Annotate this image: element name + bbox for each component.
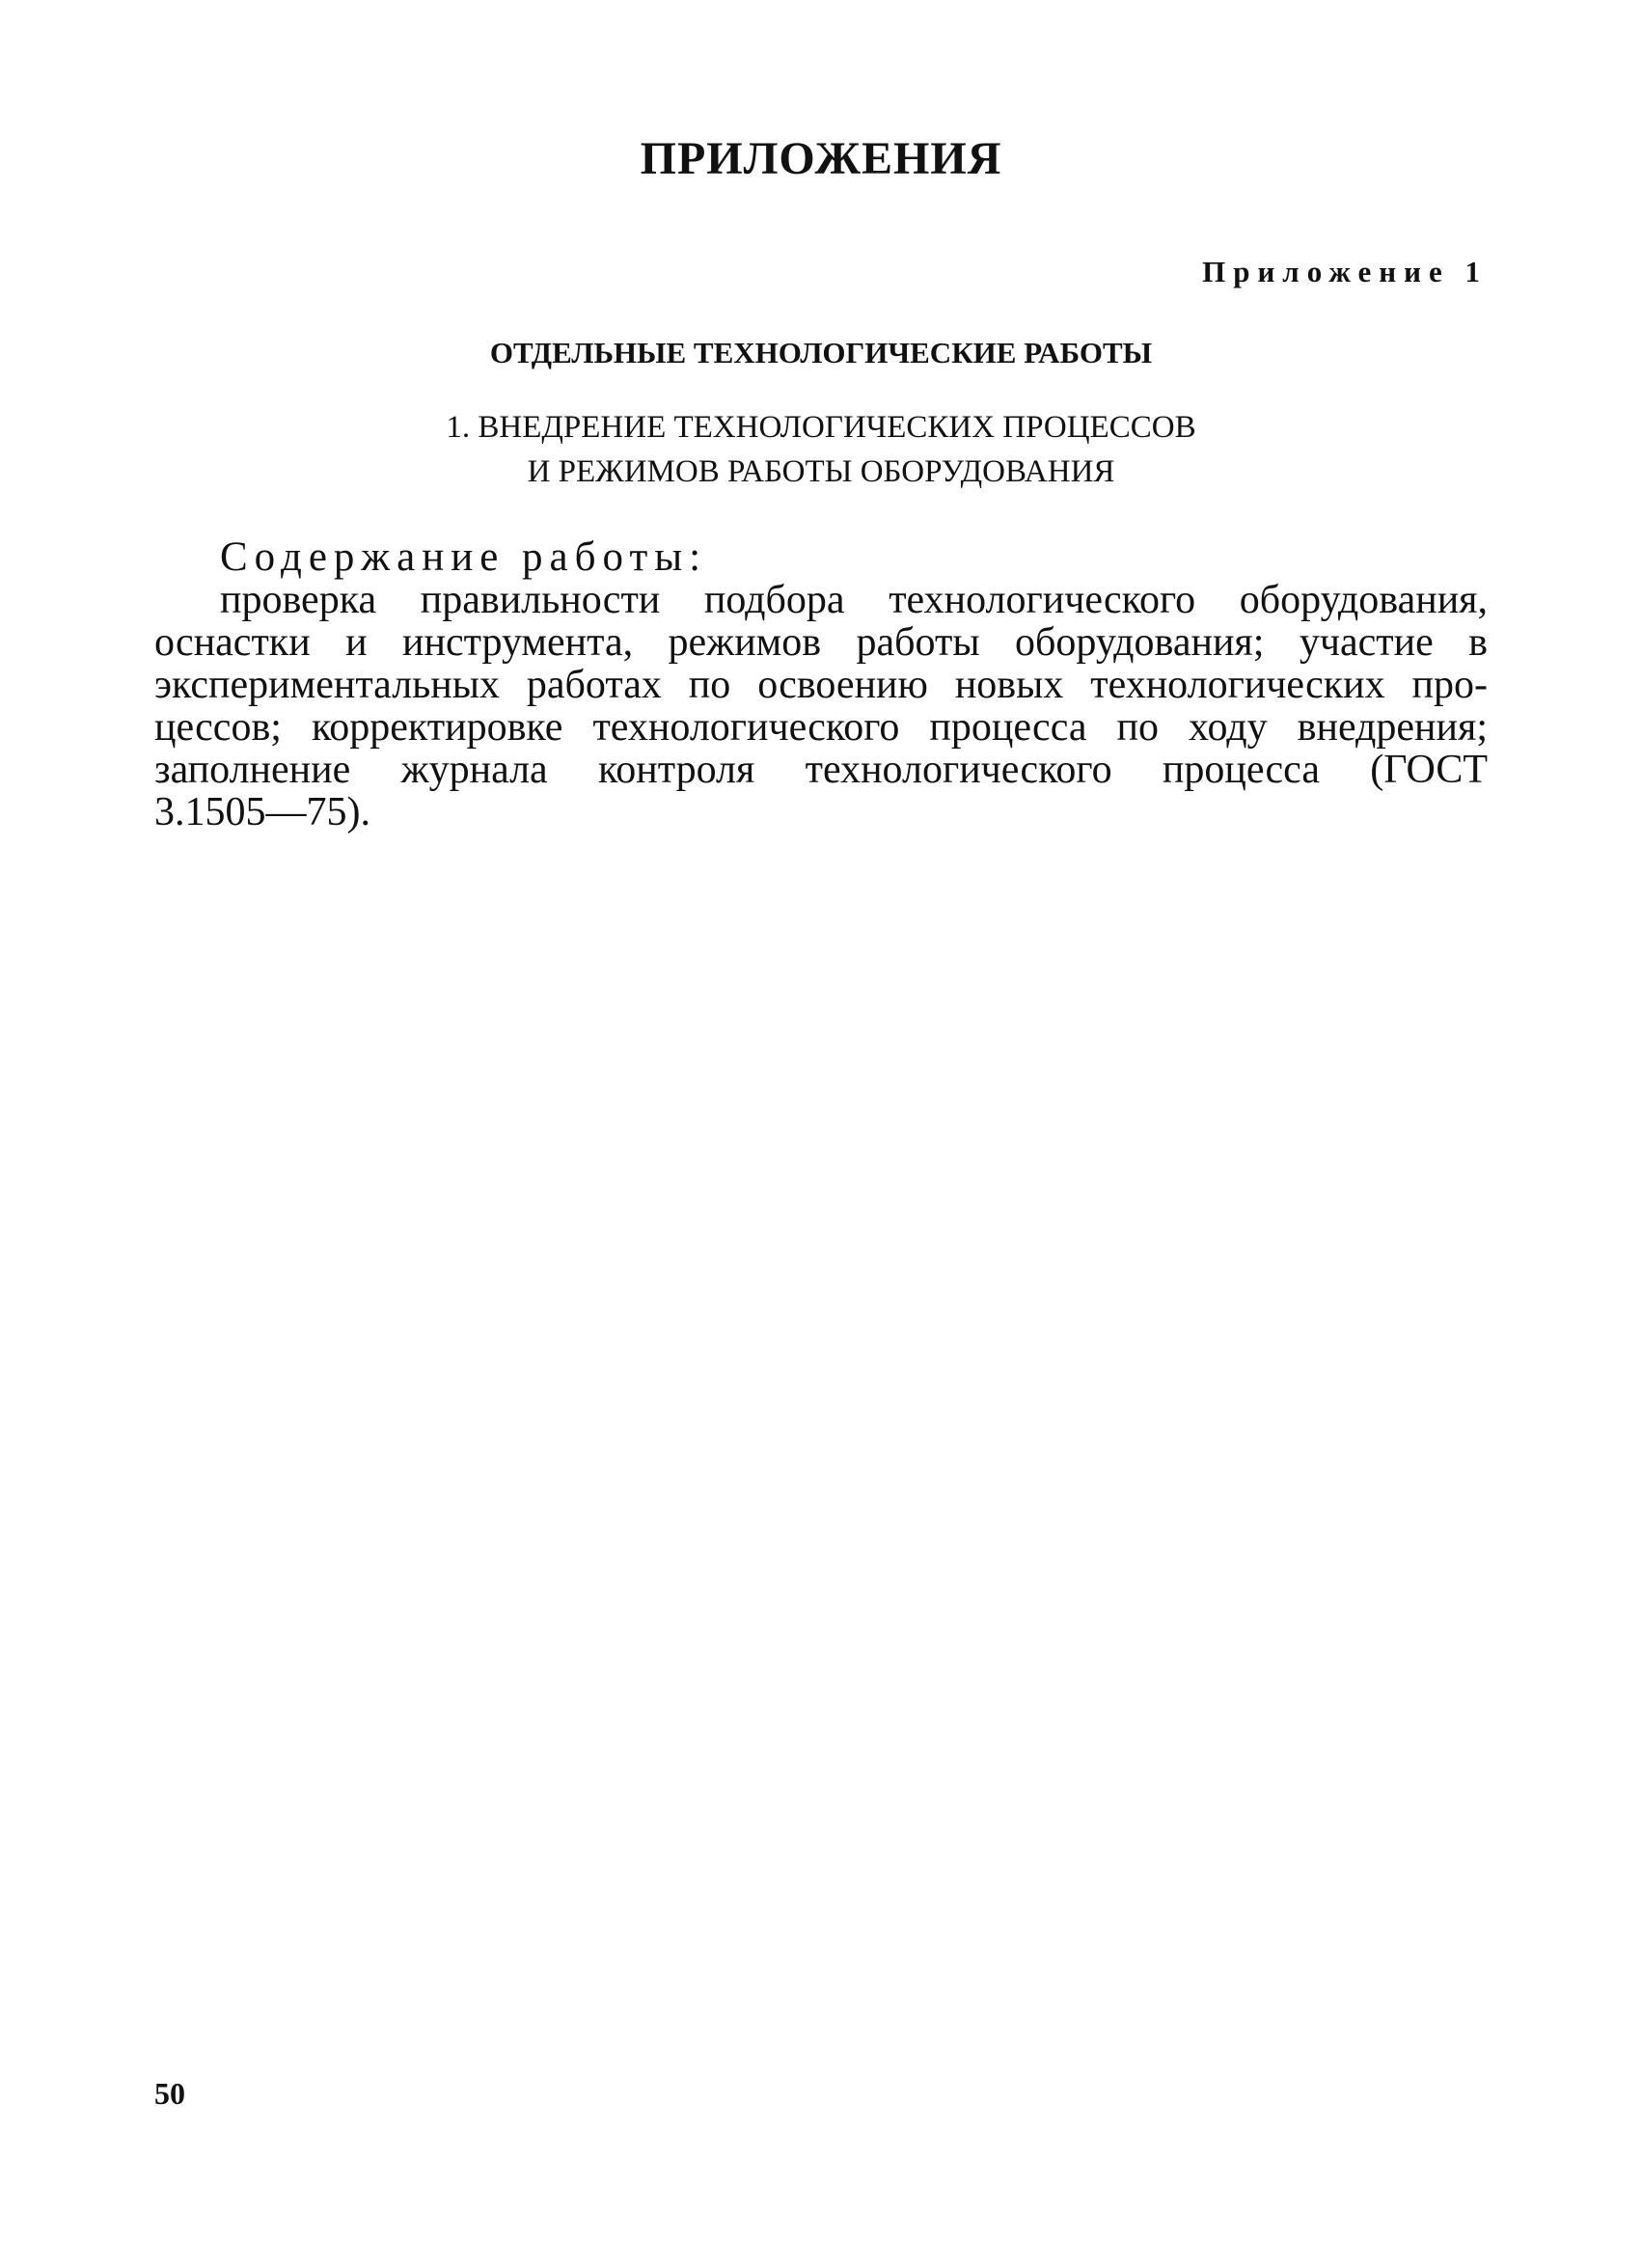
body-text bbox=[154, 579, 1488, 833]
body-line: 3.1505—75). bbox=[154, 790, 370, 834]
appendix-label: Приложение 1 bbox=[1202, 255, 1488, 288]
content-label: Содержание работы: bbox=[220, 534, 708, 580]
page-title: ПРИЛОЖЕНИЯ bbox=[640, 133, 1002, 184]
section-heading-line: И РЕЖИМОВ РАБОТЫ ОБОРУДОВАНИЯ bbox=[527, 454, 1115, 489]
page-number: 50 bbox=[154, 2076, 185, 2111]
body-line: проверка правильности подбора технологического оборудования, bbox=[220, 578, 1488, 622]
body-line: оснастки и инструмента, режимов работы оборудования; участие в bbox=[154, 620, 1488, 665]
section-heading bbox=[0, 405, 1642, 494]
section-heading-line: 1. ВНЕДРЕНИЕ ТЕХНОЛОГИЧЕСКИХ ПРОЦЕССОВ bbox=[446, 410, 1196, 445]
body-line: экспериментальных работах по освоению новых технологических про- bbox=[154, 663, 1488, 707]
appendix-title: ОТДЕЛЬНЫЕ ТЕХНОЛОГИЧЕСКИЕ РАБОТЫ bbox=[489, 336, 1153, 369]
body-line: заполнение журнала контроля технологического процесса (ГОСТ bbox=[154, 748, 1488, 792]
body-line: цессов; корректировке технологического процесса по ходу внедрения; bbox=[154, 705, 1488, 750]
